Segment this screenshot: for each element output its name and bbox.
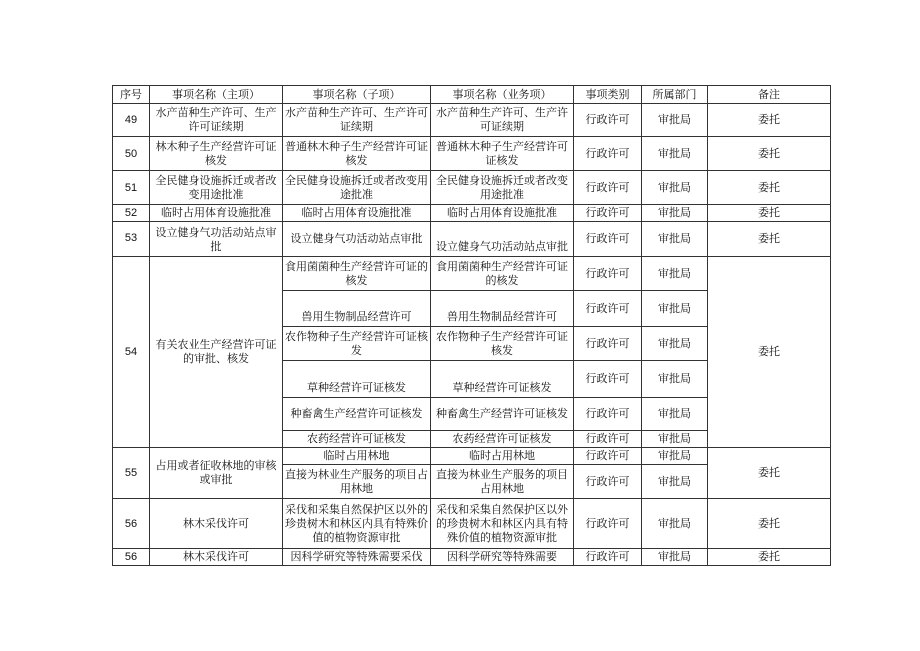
row-no: 49 [113, 104, 150, 137]
item-type: 行政许可 [574, 361, 642, 398]
item-note: 委托 [708, 171, 831, 205]
item-note: 委托 [708, 222, 831, 257]
item-dept: 审批局 [642, 448, 708, 465]
item-type: 行政许可 [574, 104, 642, 137]
item-dept: 审批局 [642, 205, 708, 222]
table-row [113, 222, 831, 257]
row-no: 56 [113, 549, 150, 566]
table-row [113, 499, 831, 549]
row-no: 53 [113, 222, 150, 257]
table-row [113, 171, 831, 205]
biz-item: 因科学研究等特殊需要 [431, 549, 574, 566]
biz-item: 水产苗种生产许可、生产许可证续期 [431, 104, 574, 137]
item-type: 行政许可 [574, 137, 642, 171]
table-row [113, 448, 831, 465]
item-type: 行政许可 [574, 291, 642, 327]
biz-item: 兽用生物制品经营许可 [431, 291, 574, 327]
approval-items-table [112, 85, 831, 566]
table-row [113, 549, 831, 566]
main-item: 占用或者征收林地的审核或审批 [150, 448, 283, 499]
item-note: 委托 [708, 257, 831, 448]
sub-item: 食用菌菌种生产经营许可证的核发 [283, 257, 431, 291]
sub-item: 临时占用体育设施批准 [283, 205, 431, 222]
col-header-main: 事项名称（主项） [150, 86, 283, 104]
sub-item: 草种经营许可证核发 [283, 361, 431, 398]
biz-item: 临时占用林地 [431, 448, 574, 465]
col-header-dept: 所属部门 [642, 86, 708, 104]
item-type: 行政许可 [574, 499, 642, 549]
col-header-type: 事项类别 [574, 86, 642, 104]
sub-item: 临时占用林地 [283, 448, 431, 465]
sub-item: 农药经营许可证核发 [283, 431, 431, 448]
sub-item: 普通林木种子生产经营许可证核发 [283, 137, 431, 171]
biz-item: 临时占用体育设施批准 [431, 205, 574, 222]
main-item: 林木采伐许可 [150, 499, 283, 549]
row-no: 54 [113, 257, 150, 448]
table-row [113, 205, 831, 222]
item-type: 行政许可 [574, 327, 642, 361]
sub-item: 因科学研究等特殊需要采伐 [283, 549, 431, 566]
item-dept: 审批局 [642, 171, 708, 205]
item-dept: 审批局 [642, 431, 708, 448]
item-dept: 审批局 [642, 549, 708, 566]
col-header-no: 序号 [113, 86, 150, 104]
item-type: 行政许可 [574, 398, 642, 431]
main-item: 设立健身气功活动站点审批 [150, 222, 283, 257]
biz-item: 设立健身气功活动站点审批 [431, 222, 574, 257]
sub-item: 直接为林业生产服务的项目占用林地 [283, 465, 431, 499]
item-dept: 审批局 [642, 465, 708, 499]
biz-item: 农作物种子生产经营许可证核发 [431, 327, 574, 361]
biz-item: 普通林木种子生产经营许可证核发 [431, 137, 574, 171]
item-type: 行政许可 [574, 431, 642, 448]
item-type: 行政许可 [574, 549, 642, 566]
item-type: 行政许可 [574, 171, 642, 205]
biz-item: 种畜禽生产经营许可证核发 [431, 398, 574, 431]
item-note: 委托 [708, 104, 831, 137]
biz-item: 草种经营许可证核发 [431, 361, 574, 398]
sub-item: 全民健身设施拆迁或者改变用途批准 [283, 171, 431, 205]
main-item: 全民健身设施拆迁或者改变用途批准 [150, 171, 283, 205]
row-no: 51 [113, 171, 150, 205]
main-item: 水产苗种生产许可、生产许可证续期 [150, 104, 283, 137]
item-note: 委托 [708, 549, 831, 566]
biz-item: 农药经营许可证核发 [431, 431, 574, 448]
main-item: 有关农业生产经营许可证的审批、核发 [150, 257, 283, 448]
sub-item: 农作物种子生产经营许可证核发 [283, 327, 431, 361]
sub-item: 水产苗种生产许可、生产许可证续期 [283, 104, 431, 137]
table-row [113, 137, 831, 171]
header-row [113, 86, 831, 104]
item-type: 行政许可 [574, 205, 642, 222]
item-note: 委托 [708, 448, 831, 499]
item-dept: 审批局 [642, 222, 708, 257]
row-no: 55 [113, 448, 150, 499]
main-item: 临时占用体育设施批准 [150, 205, 283, 222]
item-dept: 审批局 [642, 499, 708, 549]
col-header-biz: 事项名称（业务项） [431, 86, 574, 104]
sub-item: 兽用生物制品经营许可 [283, 291, 431, 327]
row-no: 56 [113, 499, 150, 549]
biz-item: 全民健身设施拆迁或者改变用途批准 [431, 171, 574, 205]
sub-item: 采伐和采集自然保护区以外的珍贵树木和林区内具有特殊价值的植物资源审批 [283, 499, 431, 549]
item-note: 委托 [708, 137, 831, 171]
item-dept: 审批局 [642, 327, 708, 361]
col-header-note: 备注 [708, 86, 831, 104]
item-dept: 审批局 [642, 291, 708, 327]
table-row [113, 257, 831, 291]
item-type: 行政许可 [574, 448, 642, 465]
biz-item: 直接为林业生产服务的项目占用林地 [431, 465, 574, 499]
item-type: 行政许可 [574, 465, 642, 499]
table-row [113, 104, 831, 137]
item-dept: 审批局 [642, 257, 708, 291]
main-item: 林木采伐许可 [150, 549, 283, 566]
col-header-sub: 事项名称（子项） [283, 86, 431, 104]
main-item: 林木种子生产经营许可证核发 [150, 137, 283, 171]
item-dept: 审批局 [642, 104, 708, 137]
row-no: 52 [113, 205, 150, 222]
item-dept: 审批局 [642, 398, 708, 431]
biz-item: 采伐和采集自然保护区以外的珍贵树木和林区内具有特殊价值的植物资源审批 [431, 499, 574, 549]
item-type: 行政许可 [574, 222, 642, 257]
item-dept: 审批局 [642, 361, 708, 398]
item-type: 行政许可 [574, 257, 642, 291]
biz-item: 食用菌菌种生产经营许可证的核发 [431, 257, 574, 291]
item-note: 委托 [708, 499, 831, 549]
item-dept: 审批局 [642, 137, 708, 171]
item-note: 委托 [708, 205, 831, 222]
sub-item: 种畜禽生产经营许可证核发 [283, 398, 431, 431]
row-no: 50 [113, 137, 150, 171]
sub-item: 设立健身气功活动站点审批 [283, 222, 431, 257]
